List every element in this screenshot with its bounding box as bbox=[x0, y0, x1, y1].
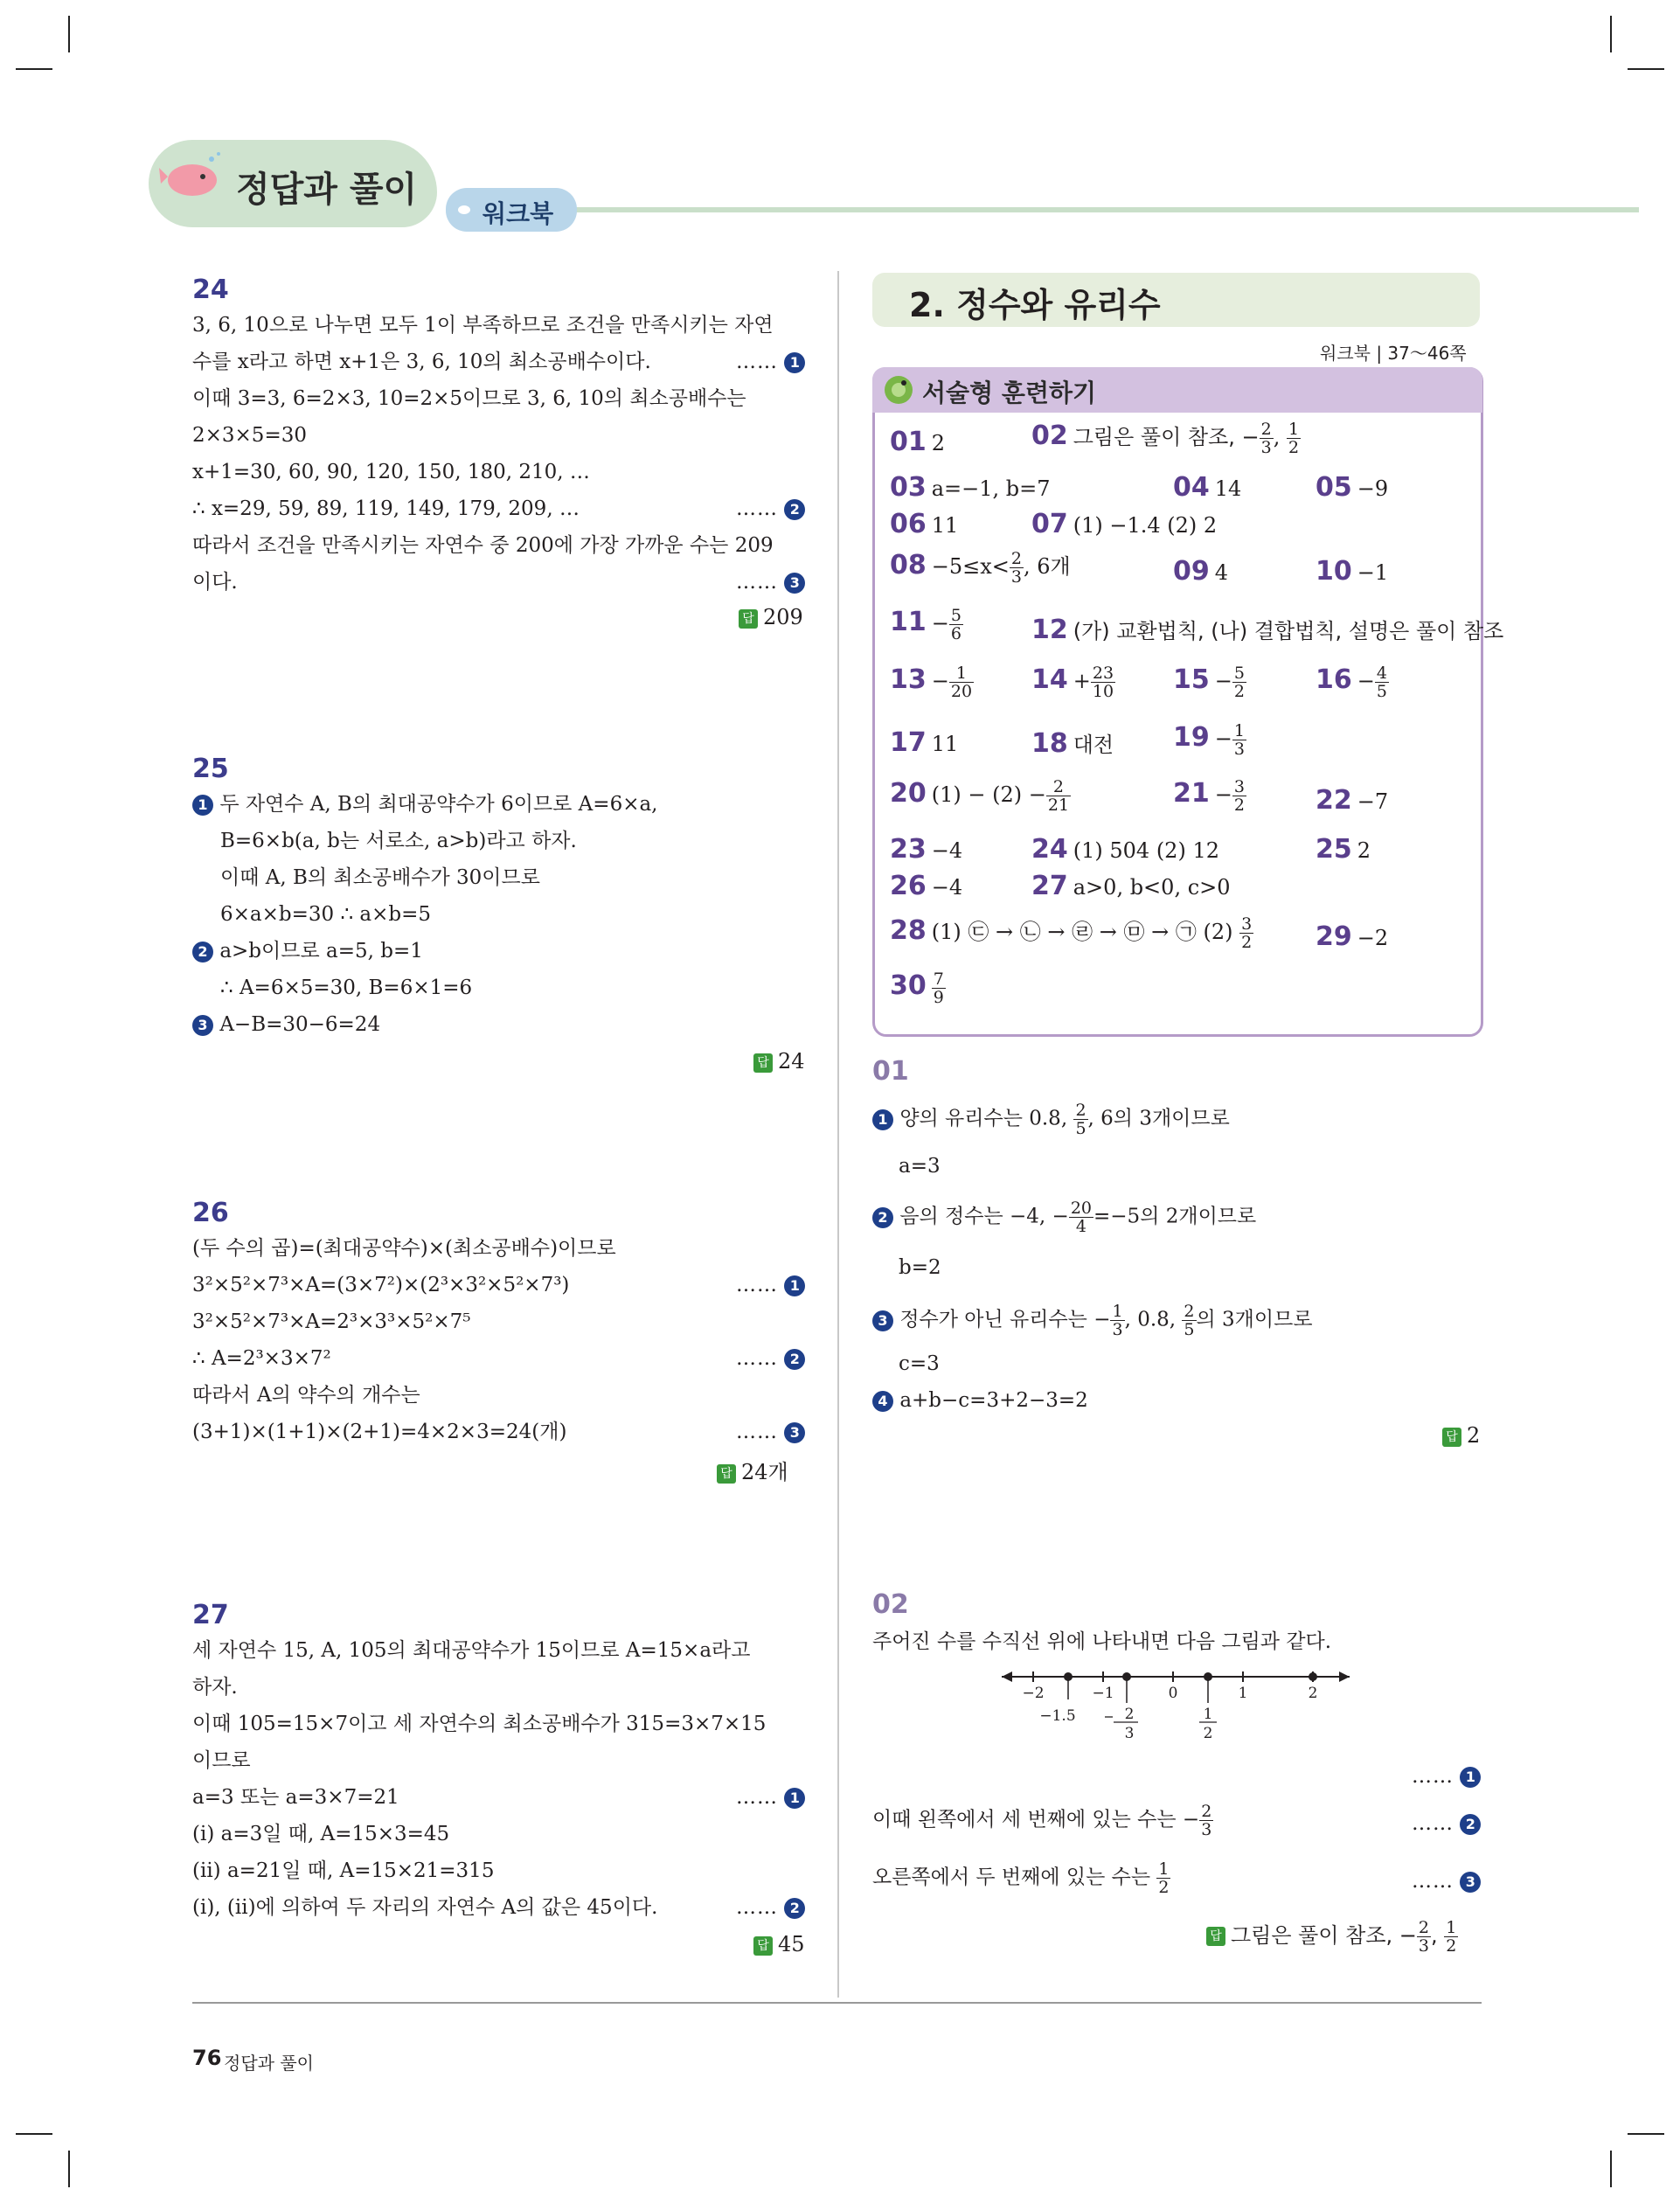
answer-item: 15 − $\frac{5}{2}$ bbox=[1173, 664, 1245, 701]
solution-line: 1 두 자연수 A, B의 최대공약수가 6이므로 A=6×a, bbox=[192, 790, 658, 818]
crop-mark bbox=[68, 16, 70, 52]
step-marker: …… 1 bbox=[1412, 1762, 1481, 1790]
answer: 답 2 bbox=[1442, 1423, 1480, 1448]
crop-mark bbox=[16, 2133, 52, 2135]
answer-item: 21 − $\frac{3}{2}$ bbox=[1173, 777, 1245, 815]
answer-item: 25 2 bbox=[1316, 834, 1371, 865]
solution-line: 4 a+b−c=3+2−3=2 bbox=[872, 1386, 1088, 1414]
solution-number: 01 bbox=[872, 1056, 909, 1087]
solution-line: (3+1)×(1+1)×(2+1)=4×2×3=24(개) bbox=[192, 1421, 567, 1443]
answer-item: 09 4 bbox=[1173, 556, 1229, 587]
answer-item: 16 − $\frac{4}{5}$ bbox=[1316, 664, 1387, 701]
problem-number: 26 bbox=[192, 1198, 229, 1228]
step-marker: …… 2 bbox=[736, 495, 805, 523]
solution-line: 세 자연수 15, A, 105의 최대공약수가 15이므로 A=15×a라고 bbox=[192, 1639, 751, 1662]
answer-item: 07 (1) −1.4 (2) 2 bbox=[1031, 509, 1218, 539]
problem-number: 27 bbox=[192, 1600, 229, 1630]
solution-line: ∴ A=2³×3×7² bbox=[192, 1347, 331, 1370]
solution-line: 이므로 bbox=[192, 1749, 251, 1772]
solution-line: (ⅱ) a=21일 때, A=15×21=315 bbox=[192, 1859, 495, 1882]
solution-line: b=2 bbox=[899, 1256, 941, 1279]
chameleon-icon bbox=[881, 369, 916, 409]
answer-item: 10 −1 bbox=[1316, 556, 1389, 587]
solution-line: c=3 bbox=[899, 1352, 940, 1375]
solution-line: a=3 bbox=[899, 1155, 941, 1178]
crop-mark bbox=[1628, 68, 1664, 70]
answer-icon: 답 bbox=[753, 1053, 773, 1073]
crop-mark bbox=[1610, 2151, 1612, 2187]
solution-line: 2×3×5=30 bbox=[192, 424, 307, 447]
solution-line: 3²×5²×7³×A=(3×7²)×(2³×3²×5²×7³) bbox=[192, 1274, 570, 1296]
answer-item: 05 −9 bbox=[1316, 472, 1389, 503]
answer: 답 24개 bbox=[717, 1455, 788, 1485]
solution-line: 6×a×b=30 ∴ a×b=5 bbox=[220, 903, 432, 926]
answer-icon: 답 bbox=[739, 609, 758, 629]
tick-label: 1 bbox=[1238, 1685, 1248, 1702]
answer-icon: 답 bbox=[753, 1936, 773, 1956]
solution-line: 이때 A, B의 최소공배수가 30이므로 bbox=[220, 866, 540, 889]
answer-item: 01 2 bbox=[890, 427, 946, 457]
step-marker: …… 2 bbox=[736, 1345, 805, 1373]
answer-item: 24 (1) 504 (2) 12 bbox=[1031, 834, 1219, 865]
solution-line: x+1=30, 60, 90, 120, 150, 180, 210, … bbox=[192, 461, 590, 483]
step-marker: …… 2 bbox=[736, 1894, 805, 1922]
answer-item: 13 − $\frac{1}{20}$ bbox=[890, 664, 973, 701]
answer-icon: 답 bbox=[1206, 1927, 1225, 1946]
header-rule bbox=[559, 207, 1639, 212]
workbook-tab-label: 워크북 bbox=[482, 199, 554, 228]
answer-item: 27 a>0, b<0, c>0 bbox=[1031, 871, 1231, 901]
answer-item: 30 $\frac{7}{9}$ bbox=[890, 969, 944, 1007]
answer-box-title: 서술형 훈련하기 bbox=[922, 379, 1097, 407]
solution-line: 3 A−B=30−6=24 bbox=[192, 1011, 380, 1039]
answer-item: 02 그림은 풀이 참조, − $\frac{2}{3}$ , $\frac{1}{2}$ bbox=[1031, 420, 1300, 457]
column-divider bbox=[837, 271, 839, 1998]
whale-mascot-icon bbox=[157, 150, 227, 203]
solution-number: 02 bbox=[872, 1589, 909, 1620]
workbook-tab bbox=[446, 188, 577, 232]
solution-line: 이때 왼쪽에서 세 번째에 있는 수는 − $\frac{2}{3}$ bbox=[872, 1802, 1212, 1839]
answer-item: 17 11 bbox=[890, 727, 959, 758]
number-line-diagram bbox=[996, 1661, 1355, 1748]
answer: 답 45 bbox=[753, 1932, 805, 1956]
answer: 답 그림은 풀이 참조, − $\frac{2}{3}$ , $\frac{1}{2}$ bbox=[1206, 1918, 1458, 1955]
solution-line: (ⅰ), (ⅱ)에 의하여 두 자리의 자연수 A의 값은 45이다. bbox=[192, 1896, 658, 1919]
page-number: 76 bbox=[192, 2046, 222, 2070]
solution-line: 이때 3=3, 6=2×3, 10=2×5이므로 3, 6, 10의 최소공배수는 bbox=[192, 387, 746, 410]
answer-item: 20 (1) − (2) − $\frac{2}{21}$ bbox=[890, 777, 1070, 815]
tick-label: 2 bbox=[1308, 1685, 1318, 1702]
solution-line: 3, 6, 10으로 나누면 모두 1이 부족하므로 조건을 만족시키는 자연 bbox=[192, 314, 774, 337]
header-title: 정답과 풀이 bbox=[236, 170, 418, 210]
solution-line: 2 a>b이므로 a=5, b=1 bbox=[192, 937, 423, 965]
solution-line: 3²×5²×7³×A=2³×3³×5²×7⁵ bbox=[192, 1310, 471, 1333]
section-title: 2. 정수와 유리수 bbox=[909, 286, 1161, 324]
answer-item: 26 −4 bbox=[890, 871, 963, 901]
step-marker: …… 1 bbox=[736, 1783, 805, 1811]
point-label-numerator: 2 bbox=[1124, 1706, 1135, 1723]
answer-item: 12 (가) 교환법칙, (나) 결합법칙, 설명은 풀이 참조 bbox=[1031, 615, 1504, 645]
solution-line: 이다. bbox=[192, 571, 238, 594]
answer-icon: 답 bbox=[1442, 1428, 1461, 1447]
point-label-numerator: 1 bbox=[1203, 1706, 1213, 1723]
step-marker: …… 3 bbox=[1412, 1867, 1481, 1895]
answer-icon: 답 bbox=[717, 1464, 736, 1484]
point-label-denominator: 2 bbox=[1203, 1725, 1213, 1742]
answer-item: 19 − $\frac{1}{3}$ bbox=[1173, 721, 1245, 759]
point-label: −1.5 bbox=[1039, 1707, 1076, 1725]
solution-line: (ⅰ) a=3일 때, A=15×3=45 bbox=[192, 1823, 450, 1845]
solution-line: (두 수의 곱)=(최대공약수)×(최소공배수)이므로 bbox=[192, 1237, 616, 1260]
crop-mark bbox=[1628, 2133, 1664, 2135]
page-reference: 워크북 | 37～46쪽 bbox=[1320, 343, 1467, 364]
answer: 답 209 bbox=[739, 605, 803, 629]
tick-label: −1 bbox=[1092, 1685, 1114, 1702]
answer-item: 08 −5≤x< $\frac{2}{3}$ , 6개 bbox=[890, 549, 1071, 587]
crop-mark bbox=[1610, 16, 1612, 52]
crop-mark bbox=[68, 2151, 70, 2187]
answer-item: 22 −7 bbox=[1316, 785, 1389, 816]
answer-item: 23 −4 bbox=[890, 834, 963, 865]
tick-label: −2 bbox=[1022, 1685, 1045, 1702]
step-marker: …… 3 bbox=[736, 1418, 805, 1446]
answer: 답 24 bbox=[753, 1049, 805, 1074]
solution-line: ∴ x=29, 59, 89, 119, 149, 179, 209, … bbox=[192, 497, 580, 520]
answer-item: 11 − $\frac{5}{6}$ bbox=[890, 606, 961, 643]
answer-item: 28 (1) ㉢ → ㉡ → ㉣ → ㉤ → ㉠ (2) $\frac{3}{2}$ bbox=[890, 914, 1253, 952]
solution-line: 1 양의 유리수는 0.8, $\frac{2}{5}$ , 6의 3개이므로 bbox=[872, 1102, 1230, 1137]
solution-line: 3 정수가 아닌 유리수는 − $\frac{1}{3}$ , 0.8, $\frac{2}{5}$ 의 3개이므로 bbox=[872, 1303, 1313, 1338]
solution-line: 오른쪽에서 두 번째에 있는 수는 $\frac{1}{2}$ bbox=[872, 1859, 1170, 1897]
crop-mark bbox=[16, 68, 52, 70]
solution-line: B=6×b(a, b는 서로소, a>b)라고 하자. bbox=[220, 830, 577, 852]
problem-number: 25 bbox=[192, 754, 229, 784]
solution-line: 하자. bbox=[192, 1676, 238, 1699]
answer-item: 06 11 bbox=[890, 509, 959, 539]
solution-line: 주어진 수를 수직선 위에 나타내면 다음 그림과 같다. bbox=[872, 1630, 1332, 1653]
problem-number: 24 bbox=[192, 275, 229, 305]
step-marker: …… 1 bbox=[736, 348, 805, 376]
step-marker: …… 3 bbox=[736, 568, 805, 596]
solution-line: 따라서 A의 약수의 개수는 bbox=[192, 1384, 420, 1407]
tab-dot-icon bbox=[458, 205, 470, 214]
answer-item: 29 −2 bbox=[1316, 921, 1389, 952]
solution-line: a=3 또는 a=3×7=21 bbox=[192, 1786, 399, 1809]
answer-item: 18 대전 bbox=[1031, 728, 1114, 759]
answer-item: 03 a=−1, b=7 bbox=[890, 472, 1051, 503]
solution-line: 수를 x라고 하면 x+1은 3, 6, 10의 최소공배수이다. bbox=[192, 351, 651, 373]
step-marker: …… 1 bbox=[736, 1271, 805, 1299]
answer-item: 04 14 bbox=[1173, 472, 1242, 503]
point-label-denominator: 3 bbox=[1124, 1725, 1135, 1742]
solution-line: ∴ A=6×5=30, B=6×1=6 bbox=[220, 976, 473, 999]
tick-label: 0 bbox=[1168, 1685, 1178, 1702]
solution-line: 2 음의 정수는 −4, − $\frac{20}{4}$ =−5의 2개이므로 bbox=[872, 1199, 1256, 1235]
footer-label: 정답과 풀이 bbox=[224, 2053, 314, 2074]
step-marker: …… 2 bbox=[1412, 1810, 1481, 1838]
solution-line: 따라서 조건을 만족시키는 자연수 중 200에 가장 가까운 수는 209 bbox=[192, 534, 774, 557]
footer-rule bbox=[192, 2002, 1482, 2004]
answer-item: 14 + $\frac{23}{10}$ bbox=[1031, 664, 1114, 701]
solution-line: 이때 105=15×7이고 세 자연수의 최소공배수가 315=3×7×15 bbox=[192, 1713, 767, 1735]
